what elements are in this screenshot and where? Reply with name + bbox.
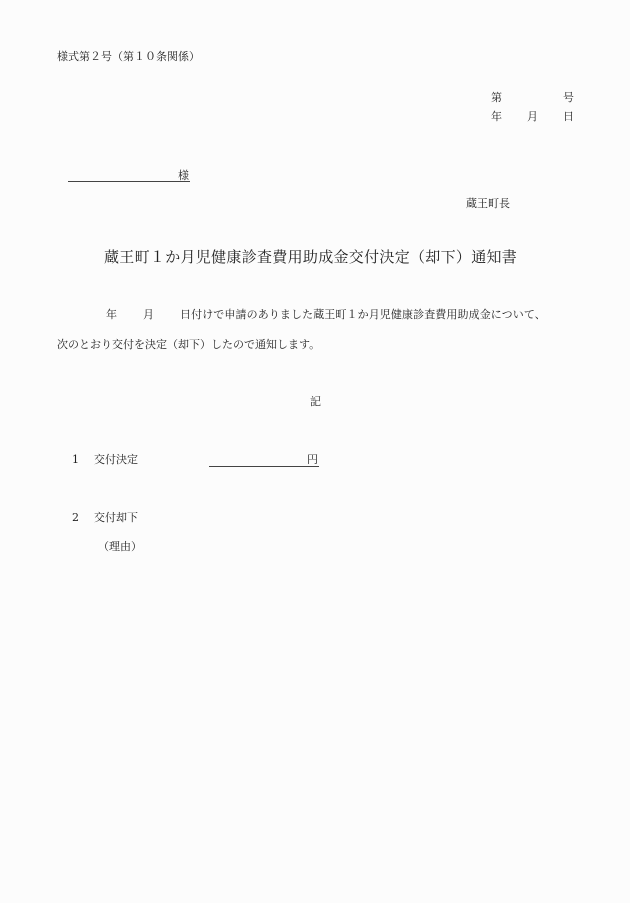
body-month: 月 (143, 308, 154, 321)
item-1-number: 1 (72, 453, 79, 466)
item-2-reason: （理由） (98, 540, 142, 553)
addressee-name-line (68, 181, 190, 182)
date-month: 月 (527, 110, 538, 123)
item-2-number: 2 (72, 511, 79, 524)
amount-line (209, 466, 319, 467)
item-1-label: 交付決定 (94, 453, 138, 466)
ki-heading: 記 (310, 395, 321, 408)
item-2-label: 交付却下 (94, 511, 138, 524)
body-line1: 日付けで申請のありました蔵王町１か月児健康診査費用助成金について、 (180, 308, 546, 321)
body-line2: 次のとおり交付を決定（却下）したので通知します。 (57, 338, 321, 351)
form-label: 様式第２号（第１０条関係） (57, 50, 200, 63)
body-year: 年 (106, 308, 117, 321)
item-1-unit: 円 (307, 453, 318, 466)
number-suffix: 号 (563, 91, 574, 104)
date-day: 日 (563, 110, 574, 123)
date-year: 年 (491, 110, 502, 123)
addressee-honorific: 様 (178, 169, 189, 182)
issuer: 蔵王町長 (466, 197, 510, 210)
document-title: 蔵王町１か月児健康診査費用助成金交付決定（却下）通知書 (104, 248, 518, 266)
number-prefix: 第 (491, 91, 502, 104)
